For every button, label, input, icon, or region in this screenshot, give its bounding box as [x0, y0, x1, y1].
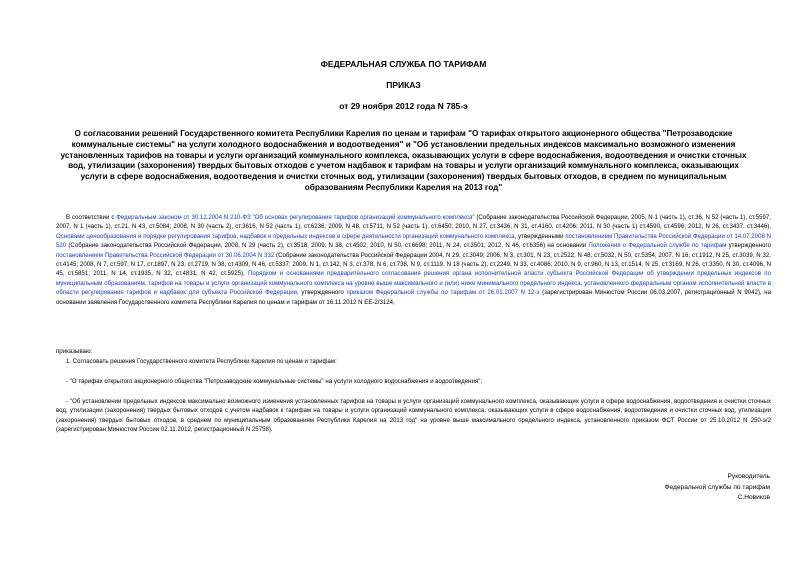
order-item-1: 1. Согласовать решения Государственного комитета Республики Карелия по ценам и тарифам:: [66, 358, 337, 365]
signature-name: С.Новиков: [737, 494, 770, 502]
basis-text-3: , утвержденными: [514, 232, 566, 240]
link-government-resolution-332[interactable]: постановлением Правительства Российской Федерации от 30.06.2004 N 332: [56, 251, 275, 259]
signature-title: Руководитель: [727, 473, 770, 480]
link-fst-order-12e[interactable]: приказом Федеральной службы по тарифам от 26.01.2007 N 12-э: [346, 289, 540, 297]
document-date: от 29 ноября 2012 года N 785-э: [339, 101, 468, 111]
document-subject: О согласовании решений Государственного комитета Республики Карелия по ценам и тарифам "О тарифах открытого акционерного общества "Петрозаводские коммунальные системы" на услуги холодного водоснабжения и водоотведения" и "Об установлении предельных индексов максимально возможного изменения установленных тарифов на товары и услуги организаций коммунального комплекса, оказывающих услуги в сфере водоснабжения, водоотведения и очистки сточных вод, утилизации (захоронения) твердых бытовых отходов с учетом надбавок к тарифам на товары и услуги организаций коммунального комплекса, оказывающих услуги в сфере водоснабжения, водоотведения и очистки сточных вод, утилизации (захоронения) твердых бытовых отходов, в среднем по муниципальным образованиям Республики Карелия на 2013 год": [60, 129, 747, 192]
agency-heading: ФЕДЕРАЛЬНАЯ СЛУЖБА ПО ТАРИФАМ: [320, 59, 487, 69]
basis-text-4: (Собрание законодательства Российской Федерации, 2008, N 29 (часть 2), ст.3518; 2009, N 38, ст.4502; 2010, N 50, ст.6698; 2011, N 24, ст.3501; 2012, N 46, ст.6356) на основании: [66, 242, 589, 250]
basis-text-6: (Собрание законодательства Российской Федерации 2004, N 29, ст.3049; 2006, N 3, ст.301, N 23, ст.2522, N 48, ст.5032, N 50, ст.5354; 2007, N 16, ст.1912, N 25, ст.3039, N 32, ст.4145; 2008, N 7, ст.597, N 17, ст.1897, N 23, ст.2719, N 38, ст.4309, N 46, ст.5337; 2009, N 1, ст.142, N 3, ст.378, N 6, ст.738, N 9, ст.1119, N 18 (часть 2), ст.2249, N 33, ст.4086; 2010, N 9, ст.960, N 13, ст.1514, N 25, ст.3169, N 26, ст.3350, N 30, ст.4096, N 45, ст.5851; 2011, N 14, ст.1935, N 32, ст.4831, N 42, ст.5925),: [56, 251, 771, 278]
signature-block: [560, 472, 770, 504]
order-item-1a: - "О тарифах открытого акционерного общества "Петрозаводские коммунальные системы" на услуги холодного водоснабжения и водоотведения";: [66, 378, 483, 385]
link-pricing-basics[interactable]: Основами ценообразования и порядке регулирования тарифов, надбавок и предельных индексов в сфере деятельности организаций коммунального комплекса: [56, 232, 515, 240]
basis-text-1: В соответствии с: [66, 214, 117, 221]
basis-paragraph: [56, 213, 771, 307]
link-fst-regulation[interactable]: Положения о Федеральной службе по тарифам: [588, 242, 727, 250]
basis-text-5: утвержденного: [726, 242, 771, 250]
basis-text-7: , утвержденного: [297, 289, 347, 297]
order-item-1b: - "Об установлении предельных индексов максимально возможного изменения установленных тарифов на товары и услуги организаций коммунального комплекса, оказывающих услуги в сфере водоснабжения, водоотведения и очистки сточных вод, утилизации (захоронения) твердых бытовых отходов с учетом надбавок к тарифам на товары и услуги организаций коммунального комплекса, оказывающих услуги в сфере водоснабжения, водоотведения и очистки сточных вод, утилизации (захоронения) твердых бытовых отходов, в среднем по муниципальным образованиям Республики Карелия на 2013 год" на уровне выше максимального предельного индекса, установленного приказом ФСТ России от 25.10.2012 N 250-э/2 (зарегистрирован Минюстом России 02.11.2012, регистрационный N 25758).: [56, 398, 771, 434]
link-federal-law-210[interactable]: Федеральным законом от 30.12.2004 N 210-ФЗ "Об основах регулирования тарифов организаций коммунального комплекса": [116, 214, 475, 221]
document-type: ПРИКАЗ: [386, 80, 421, 90]
basis-text-8: (зарегистрирован Минюстом России 06.03.2007, регистрационный N 9042), на основании заявления Государственного комитета Республики Карелия по ценам и тарифам от 16.11.2012 N ЕЕ-2/3124,: [56, 289, 772, 306]
order-word: приказываю:: [56, 348, 93, 355]
signature-organization: Федеральной службы по тарифам: [664, 483, 770, 491]
link-approval-procedure[interactable]: Порядком и основаниями предварительного согласования решения органа исполнительной власти субъекта Российской Федерации об утверждении предельных индексов по муниципальным образованиям, тарифов на товары и услуги организаций коммунального комплекса на уровне выше максимального и (или) ниже минимального предельного индекса, установленного федеральным органом исполнительной власти в области регулирования тарифов и надбавок для субъекта Российской Федерации: [56, 270, 771, 297]
link-government-resolution-520[interactable]: постановлением Правительства Российской Федерации от 14.07.2008 N 520: [56, 232, 771, 250]
basis-text-2: (Собрание законодательства Российской Федерации, 2005, N 1 (часть 1), ст.36, N 52 (часть 1), ст.5597; 2007, N 1 (часть 1), ст.21, N 43, ст.5084; 2008, N 30 (часть 2), ст.3616, N 52 (часть 1), ст.6236; 2009, N 48, ст.5711, N 52 (часть 1), ст.6450; 2010, N 27, ст.3436, N 31, ст.4160, ст.4206; 2011, N 30 (часть 1) ст.4590, ст.4596; 2012, N 26, ст.3437, ст.3446),: [56, 214, 772, 231]
